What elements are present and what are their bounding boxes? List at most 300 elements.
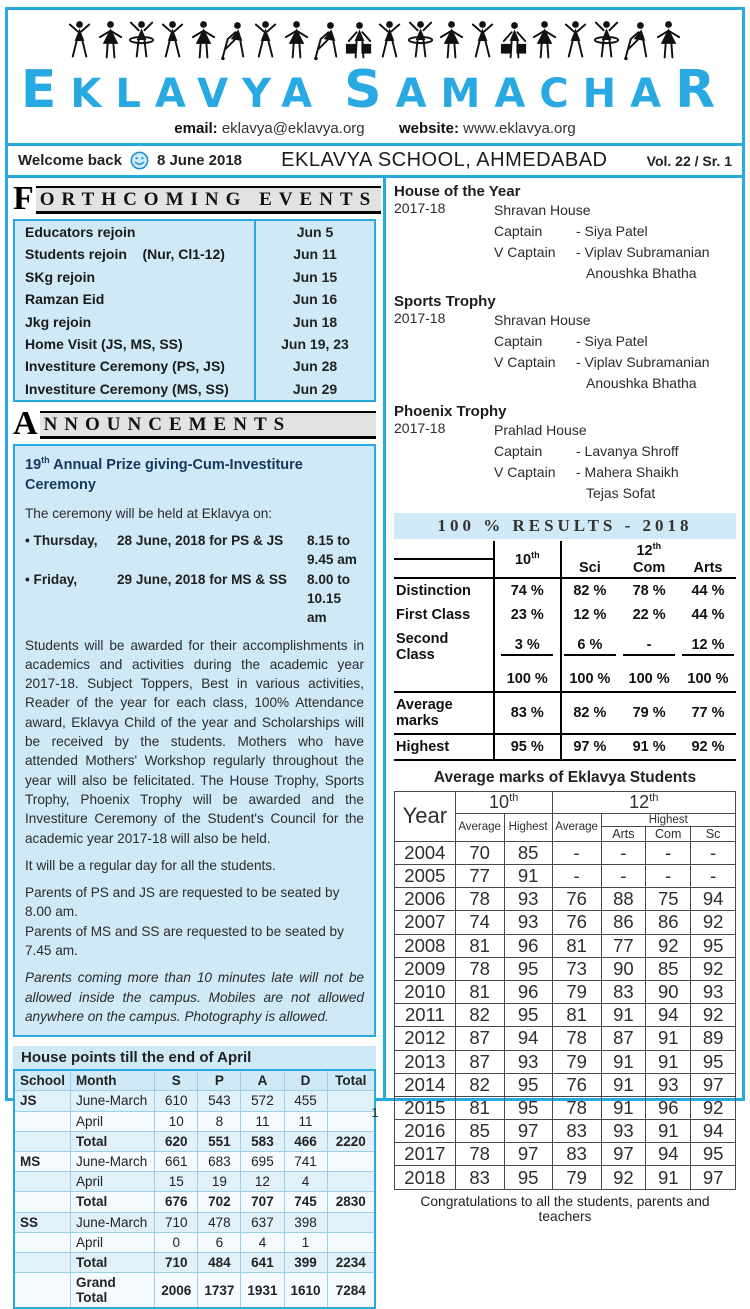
avg-marks-cell: 91 xyxy=(601,1004,646,1027)
avg-marks-cell: 89 xyxy=(691,1027,736,1050)
results-subheader-row xyxy=(394,559,736,578)
schedule-row xyxy=(25,531,364,570)
trophy-line xyxy=(494,352,736,373)
results-header-grade12 xyxy=(561,541,736,559)
avg-marks-cell: - xyxy=(646,841,691,864)
stream-header-arts: Arts xyxy=(680,559,736,578)
avg-marks-cell: 2014 xyxy=(395,1073,456,1096)
avg-marks-cell: 78 xyxy=(455,957,504,980)
event-date: Jun 28 xyxy=(292,358,338,375)
title-part: KLAVYA xyxy=(70,71,327,117)
school-name: EKLAVYA SCHOOL, AHMEDABAD xyxy=(281,149,608,171)
results-value-cell xyxy=(618,734,680,760)
grade12-label: 12 xyxy=(636,542,653,559)
house-points-cell: April xyxy=(71,1111,155,1131)
event-date: Jun 11 xyxy=(293,246,337,263)
house-points-row xyxy=(14,1273,375,1309)
event-name: Investiture Ceremony (MS, SS) xyxy=(15,378,256,400)
avg-marks-cell: 79 xyxy=(552,980,601,1003)
event-row xyxy=(15,221,374,243)
house-points-head xyxy=(14,1070,375,1091)
avg-marks-row xyxy=(395,934,736,957)
avg-marks-cell: 82 xyxy=(455,1004,504,1027)
high10-header: Highest xyxy=(504,813,552,841)
trophy-role-label: Captain xyxy=(494,333,543,349)
trophy-info xyxy=(494,420,736,504)
avg-marks-cell: 94 xyxy=(691,1120,736,1143)
house-points-cell: June-March xyxy=(71,1151,155,1171)
results-title: 100 % RESULTS - 2018 xyxy=(394,513,736,539)
avg-marks-cell: 93 xyxy=(504,911,552,934)
avg-marks-cell: 91 xyxy=(646,1166,691,1189)
house-points-row xyxy=(14,1232,375,1252)
avg-marks-cell: 93 xyxy=(504,1050,552,1073)
house-points-cell: 2234 xyxy=(327,1252,375,1272)
house-points-header-cell: School xyxy=(14,1070,71,1091)
paper-title xyxy=(16,60,734,120)
announcement-title-sup: th xyxy=(41,454,50,465)
avg-marks-cell: 94 xyxy=(691,888,736,911)
avg-marks-cell: 2016 xyxy=(395,1120,456,1143)
results-row xyxy=(394,603,736,627)
results-subheader-empty xyxy=(394,559,494,578)
issue-date: 8 June 2018 xyxy=(156,152,243,169)
avg-marks-cell: 94 xyxy=(646,1004,691,1027)
avg-marks-cell: 93 xyxy=(601,1120,646,1143)
house-points-cell: 551 xyxy=(198,1131,241,1151)
event-date: Jun 18 xyxy=(292,313,338,330)
house-points-cell: 702 xyxy=(198,1192,241,1212)
event-row xyxy=(15,333,374,355)
house-points-cell: 12 xyxy=(241,1172,284,1192)
house-points-cell: 2220 xyxy=(327,1131,375,1151)
avg-marks-cell: 92 xyxy=(691,1096,736,1119)
dancing-figures-border xyxy=(65,18,685,64)
heading-band: ORTHCOMING EVENTS xyxy=(36,186,381,214)
title-part: S xyxy=(344,60,396,120)
results-value: 3 % xyxy=(501,637,553,656)
results-value: 77 % xyxy=(691,704,725,721)
trophy-info xyxy=(494,310,736,394)
announcement-line: Parents of MS and SS are requested to be seated by 7.45 am. xyxy=(25,923,344,958)
avg-marks-cell: 91 xyxy=(646,1120,691,1143)
trophy-title: House of the Year xyxy=(394,183,521,200)
trophy-house: Shravan House xyxy=(494,312,591,328)
avg-marks-row xyxy=(395,1027,736,1050)
results-value-cell xyxy=(494,692,561,734)
house-points-cell: 7284 xyxy=(327,1273,375,1309)
trophy-role-label: V Captain xyxy=(494,354,556,370)
title-part: E xyxy=(20,60,71,120)
avg-marks-cell: 2017 xyxy=(395,1143,456,1166)
avg-marks-cell: 87 xyxy=(601,1027,646,1050)
house-points-cell xyxy=(14,1232,71,1252)
grade10-header xyxy=(455,791,552,813)
results-value: 100 % xyxy=(628,670,670,687)
contact-line xyxy=(16,120,734,137)
house-points-cell: 11 xyxy=(241,1111,284,1131)
results-header-grade10 xyxy=(494,541,561,578)
results-value-cell xyxy=(680,667,736,692)
left-column xyxy=(8,178,383,1306)
house-points-cell xyxy=(327,1151,375,1171)
avg-marks-cell: 79 xyxy=(552,1166,601,1189)
house-points-cell: 11 xyxy=(284,1111,327,1131)
avg-marks-cell: 2013 xyxy=(395,1050,456,1073)
avg-marks-cell: 95 xyxy=(504,1096,552,1119)
event-date: Jun 29 xyxy=(292,380,338,397)
avg-marks-cell: 92 xyxy=(601,1166,646,1189)
trophy-house: Prahlad House xyxy=(494,422,587,438)
house-points-header-cell: Total xyxy=(327,1070,375,1091)
smiley-icon xyxy=(130,151,149,170)
results-value: 82 % xyxy=(573,582,607,599)
avg-marks-cell: 93 xyxy=(691,980,736,1003)
house-points-cell: April xyxy=(71,1172,155,1192)
avg-marks-cell: 82 xyxy=(455,1073,504,1096)
grade10-label: 10 xyxy=(489,791,510,812)
house-points-cell: 8 xyxy=(198,1111,241,1131)
avg-marks-cell: 85 xyxy=(504,841,552,864)
avg-marks-cell: - xyxy=(646,865,691,888)
house-points-cell: 707 xyxy=(241,1192,284,1212)
results-value: 100 % xyxy=(569,670,611,687)
results-head xyxy=(394,541,736,578)
avg-marks-cell: 91 xyxy=(601,1096,646,1119)
avg-marks-cell: 74 xyxy=(455,911,504,934)
header-bar xyxy=(8,143,742,178)
results-value: 12 % xyxy=(573,606,607,623)
results-value-cell xyxy=(618,692,680,734)
avg-marks-cell: 2012 xyxy=(395,1027,456,1050)
grade12-header xyxy=(552,791,735,813)
results-value: 79 % xyxy=(632,704,666,721)
results-row-label: Second Class xyxy=(396,630,449,663)
house-points-cell: 710 xyxy=(155,1252,198,1272)
house-points-cell: 572 xyxy=(241,1091,284,1111)
schedule-time: 8.15 to 9.45 am xyxy=(307,533,357,568)
results-body xyxy=(394,578,736,760)
avg-marks-cell: 95 xyxy=(504,1004,552,1027)
avg-marks-cell: 95 xyxy=(691,934,736,957)
schedule-row xyxy=(25,570,364,628)
results-value: 91 % xyxy=(632,738,666,755)
results-value-cell xyxy=(561,692,619,734)
announcement-paragraph: It will be a regular day for all the students. xyxy=(25,857,276,873)
house-points-body xyxy=(14,1091,375,1308)
trophy-details xyxy=(394,420,736,504)
trophy-person-name: - Siya Patel xyxy=(576,333,648,349)
avg-marks-cell: 2006 xyxy=(395,888,456,911)
avg-marks-cell: 86 xyxy=(646,911,691,934)
avg-marks-row xyxy=(395,841,736,864)
results-row-label: Highest xyxy=(394,734,494,760)
trophy-details xyxy=(394,310,736,394)
house-points-cell: 466 xyxy=(284,1131,327,1151)
trophy-details xyxy=(394,200,736,284)
house-points-row xyxy=(14,1151,375,1171)
results-value: 6 % xyxy=(564,637,616,656)
avg-marks-cell: 76 xyxy=(552,911,601,934)
avg-marks-cell: 78 xyxy=(455,888,504,911)
title-part: R xyxy=(675,60,730,120)
results-value-cell xyxy=(561,734,619,760)
trophy-role-label: V Captain xyxy=(494,464,556,480)
results-value: 97 % xyxy=(573,738,607,755)
announcement-notice: Parents coming more than 10 minutes late will not be allowed inside the campus. Mobiles are not allowed anywhere on the campus. Photography is allowed. xyxy=(25,970,364,1024)
avg-marks-cell: - xyxy=(601,865,646,888)
content-columns xyxy=(8,178,742,1306)
results-value: 95 % xyxy=(510,738,544,755)
grade10-sup: th xyxy=(531,550,540,560)
house-points-cell: 2830 xyxy=(327,1192,375,1212)
house-points-cell: April xyxy=(71,1232,155,1252)
house-points-row xyxy=(14,1192,375,1212)
avg-marks-cell: 83 xyxy=(455,1166,504,1189)
house-points-cell: 695 xyxy=(241,1151,284,1171)
house-points-cell: 1 xyxy=(284,1232,327,1252)
house-points-cell: Total xyxy=(71,1131,155,1151)
results-value-cell xyxy=(680,578,736,603)
trophy-block xyxy=(394,183,736,284)
avg-marks-cell: 77 xyxy=(601,934,646,957)
avg-marks-cell: 90 xyxy=(646,980,691,1003)
avg-marks-cell: 2015 xyxy=(395,1096,456,1119)
results-value: 44 % xyxy=(691,582,725,599)
house-points-cell: 19 xyxy=(198,1172,241,1192)
event-row xyxy=(15,288,374,310)
announcements-box xyxy=(13,444,376,1037)
avg-marks-cell: 95 xyxy=(691,1143,736,1166)
announcement-title xyxy=(25,454,364,496)
avg-marks-row xyxy=(395,1166,736,1189)
avg-marks-row xyxy=(395,1073,736,1096)
heading-band: NNOUNCEMENTS xyxy=(40,411,376,439)
schedule-detail: 28 June, 2018 for PS & JS xyxy=(117,533,284,549)
results-value: 83 % xyxy=(510,704,544,721)
avg-marks-cell: 83 xyxy=(552,1120,601,1143)
trophy-person-name: - Lavanya Shroff xyxy=(576,443,679,459)
avg-marks-cell: 93 xyxy=(504,888,552,911)
house-points-title: House points till the end of April xyxy=(13,1046,376,1069)
avg-marks-cell: 87 xyxy=(455,1027,504,1050)
avg-marks-cell: 91 xyxy=(601,1050,646,1073)
high12-header: Highest xyxy=(601,813,735,826)
avg-marks-cell: 78 xyxy=(455,1143,504,1166)
house-points-cell: 4 xyxy=(241,1232,284,1252)
house-points-header-cell: S xyxy=(155,1070,198,1091)
avg-marks-row xyxy=(395,888,736,911)
avg-marks-cell: 97 xyxy=(691,1073,736,1096)
stream-header-com: Com xyxy=(646,826,691,841)
avg-marks-body xyxy=(395,841,736,1189)
trophy-person-name: - Siya Patel xyxy=(576,223,648,239)
avg-marks-cell: 95 xyxy=(691,1050,736,1073)
avg-marks-cell: 2007 xyxy=(395,911,456,934)
right-column xyxy=(386,178,742,1224)
event-row xyxy=(15,378,374,400)
avg-marks-cell: 92 xyxy=(646,934,691,957)
house-points-row xyxy=(14,1212,375,1232)
house-points-cell: 620 xyxy=(155,1131,198,1151)
avg-marks-row xyxy=(395,1004,736,1027)
results-header-row xyxy=(394,541,736,559)
event-name: Ramzan Eid xyxy=(15,288,256,310)
schedule-time: 8.00 to 10.15 am xyxy=(307,571,351,626)
event-name: Jkg rejoin xyxy=(15,310,256,332)
house-points-header-cell: D xyxy=(284,1070,327,1091)
grade12-label: 12 xyxy=(629,791,650,812)
results-value-cell xyxy=(618,627,680,667)
house-points-cell xyxy=(14,1192,71,1212)
results-value-cell xyxy=(618,578,680,603)
email-label: email: xyxy=(174,120,218,137)
house-points-cell: Total xyxy=(71,1192,155,1212)
house-points-cell: 610 xyxy=(155,1091,198,1111)
trophy-line xyxy=(494,373,736,394)
house-points-cell xyxy=(327,1232,375,1252)
house-points-cell: June-March xyxy=(71,1091,155,1111)
results-value: 74 % xyxy=(510,582,544,599)
stream-header-sc: Sc xyxy=(691,826,736,841)
avg-marks-cell: 92 xyxy=(691,1004,736,1027)
house-points-cell: 4 xyxy=(284,1172,327,1192)
announcement-title-rest: Annual Prize giving-Cum-Investiture Ceremony xyxy=(25,456,303,494)
website-label: website: xyxy=(398,120,459,137)
trophy-role-label: V Captain xyxy=(494,244,556,260)
grade10-sup: th xyxy=(509,791,519,804)
event-name: SKg rejoin xyxy=(15,266,256,288)
avg-marks-cell: 95 xyxy=(504,957,552,980)
avg-marks-cell: 97 xyxy=(601,1143,646,1166)
avg-marks-cell: 85 xyxy=(455,1120,504,1143)
event-date: Jun 5 xyxy=(296,224,334,241)
results-value: - xyxy=(623,637,675,656)
house-points-cell: MS xyxy=(14,1151,71,1171)
results-value: 44 % xyxy=(691,606,725,623)
house-points-cell: SS xyxy=(14,1212,71,1232)
avg-marks-row xyxy=(395,1143,736,1166)
avg12-header: Average xyxy=(552,813,601,841)
house-points-header-cell: Month xyxy=(71,1070,155,1091)
avg-marks-row xyxy=(395,980,736,1003)
house-points-cell: 543 xyxy=(198,1091,241,1111)
trophy-person-name: - Viplav Subramanian xyxy=(576,244,710,260)
stream-header-sci: Sci xyxy=(561,559,619,578)
avg-marks-cell: 96 xyxy=(504,980,552,1003)
event-row xyxy=(15,243,374,265)
trophy-year: 2017-18 xyxy=(394,420,446,436)
house-points-header-cell: P xyxy=(198,1070,241,1091)
house-points-cell: 710 xyxy=(155,1212,198,1232)
avg-marks-cell: 91 xyxy=(601,1073,646,1096)
avg-marks-cell: 87 xyxy=(455,1050,504,1073)
heading-dropcap: A xyxy=(13,404,38,442)
house-points-cell: June-March xyxy=(71,1212,155,1232)
grade12-sup: th xyxy=(649,791,659,804)
results-row xyxy=(394,578,736,603)
avg-marks-cell: 76 xyxy=(552,1073,601,1096)
congratulations-text: Congratulations to all the students, parents and teachers xyxy=(420,1193,710,1224)
avg-marks-cell: - xyxy=(601,841,646,864)
avg-marks-cell: - xyxy=(552,841,601,864)
house-points-cell: 484 xyxy=(198,1252,241,1272)
house-points-cell: 6 xyxy=(198,1232,241,1252)
announcement-line: Parents of PS and JS are requested to be seated by 8.00 am. xyxy=(25,885,340,920)
results-value: 12 % xyxy=(682,637,734,656)
avg-marks-cell: 78 xyxy=(552,1096,601,1119)
trophy-person-name: Anoushka Bhatha xyxy=(586,265,697,281)
page-frame xyxy=(5,7,745,1306)
avg-marks-cell: 76 xyxy=(552,888,601,911)
avg-header-row1 xyxy=(395,791,736,813)
results-value-cell xyxy=(618,603,680,627)
house-points-cell xyxy=(14,1273,71,1309)
house-points-row xyxy=(14,1172,375,1192)
house-points-cell: 0 xyxy=(155,1232,198,1252)
house-points-header-row xyxy=(14,1070,375,1091)
trophy-year: 2017-18 xyxy=(394,310,446,326)
avg-marks-cell: 96 xyxy=(646,1096,691,1119)
house-points-cell: 583 xyxy=(241,1131,284,1151)
trophy-line xyxy=(494,221,736,242)
trophy-person-name: Anoushka Bhatha xyxy=(586,375,697,391)
avg-marks-cell: 94 xyxy=(504,1027,552,1050)
house-points-cell: 10 xyxy=(155,1111,198,1131)
trophy-title: Phoenix Trophy xyxy=(394,403,507,420)
trophy-info xyxy=(494,200,736,284)
results-row-label: Distinction xyxy=(396,582,471,599)
results-table xyxy=(394,541,736,761)
trophy-role-label: Captain xyxy=(494,223,543,239)
avg-marks-cell: 2009 xyxy=(395,957,456,980)
results-row-label: Average marks xyxy=(394,692,494,734)
announcement-paragraph: Students will be awarded for their accomplishments in academics and activities during the academic year 2017-18. Subject Toppers, Best in various activities, Reader of the year for each class, 100% Attendance award, Eklavya Child of the year and Scholarships will be received by the students. Mothers who have attended Mothers' Workshop regularly throughout the year will also be felicitated. The House Trophy, Sports Trophy, Phoenix Trophy will be awarded and the Investiture Ceremony of the Student's Council for the academic year 2017-18 will also be held. xyxy=(25,637,364,846)
house-points-cell: 637 xyxy=(241,1212,284,1232)
avg-marks-row xyxy=(395,911,736,934)
schedule-day: • Friday, xyxy=(25,571,78,587)
avg-marks-cell: 90 xyxy=(601,957,646,980)
avg-marks-cell: 95 xyxy=(504,1166,552,1189)
avg-marks-cell: 97 xyxy=(504,1120,552,1143)
announcement-title-num: 19 xyxy=(25,456,42,473)
trophy-line xyxy=(494,263,736,284)
avg-marks-cell: 70 xyxy=(455,841,504,864)
announcement-intro: The ceremony will be held at Eklavya on: xyxy=(25,505,273,521)
results-value-cell xyxy=(618,667,680,692)
avg-marks-cell: 83 xyxy=(601,980,646,1003)
house-points-cell: 15 xyxy=(155,1172,198,1192)
avg-marks-row xyxy=(395,865,736,888)
house-points-cell: 1931 xyxy=(241,1273,284,1309)
house-points-cell xyxy=(327,1212,375,1232)
ceremony-schedule xyxy=(25,531,364,627)
schedule-day: • Thursday, xyxy=(25,533,98,549)
grade12-sup: th xyxy=(652,541,662,551)
avg-marks-cell: 91 xyxy=(504,865,552,888)
event-row xyxy=(15,310,374,332)
results-value: 100 % xyxy=(506,670,548,687)
avg-marks-row xyxy=(395,1120,736,1143)
avg-marks-cell: 81 xyxy=(455,934,504,957)
year-header: Year xyxy=(395,791,456,841)
results-value-cell xyxy=(494,578,561,603)
avg-marks-cell: 97 xyxy=(504,1143,552,1166)
avg-marks-cell: 81 xyxy=(552,934,601,957)
trophy-line xyxy=(494,441,736,462)
avg-marks-cell: 92 xyxy=(691,957,736,980)
results-value-cell xyxy=(494,734,561,760)
